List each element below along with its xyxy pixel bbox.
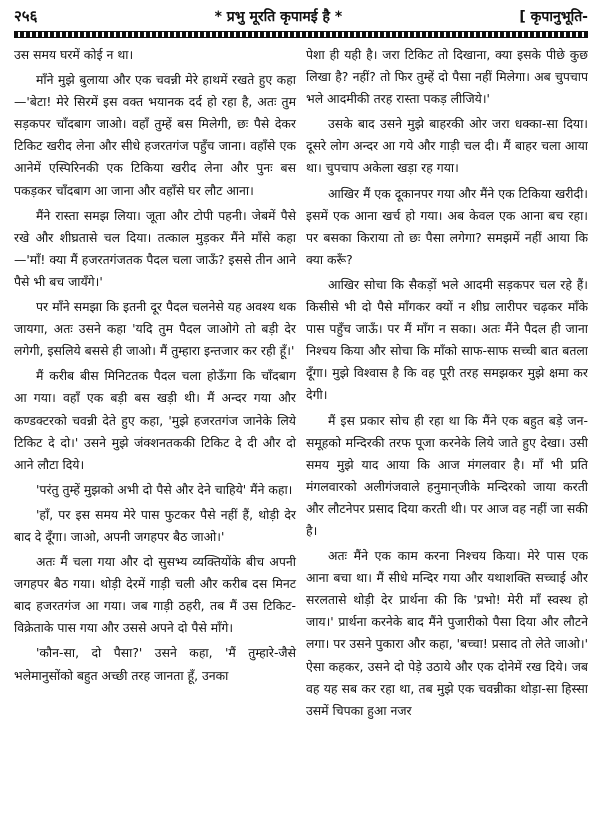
paragraph: आखिर सोचा कि सैकड़ों भले आदमी सड़कपर चल रहे हैं। किसीसे भी दो पैसे माँगकर क्यों न शीघ्र लारीपर चढ़कर माँके पास पहुँच जाऊँ। पर मैं माँग न सका। अतः मैंने पैदल ही जाना निश्चय किया और सोचा कि माँको साफ-साफ सच्ची बात बतला दूँगा। मुझे विश्वास है कि वह पूरी तरह समझकर मुझे क्षमा कर देगी। <box>306 276 588 403</box>
paragraph: उसके बाद उसने मुझे बाहरकी ओर जरा धक्का-सा दिया। दूसरे लोग अन्दर आ गये और गाड़ी चल दी। मैं बाहर चला आया था। चुपचाप अकेला खड़ा रह गया। <box>306 116 588 176</box>
text-columns <box>14 44 588 834</box>
paragraph: 'हाँ, पर इस समय मेरे पास फुटकर पैसे नहीं हैं, थोड़ी देर बाद दे दूँगा। जाओ, अपनी जगहपर बैठ जाओ।' <box>14 506 296 544</box>
running-title: * प्रभु मूरति कृपामई है * <box>214 9 343 25</box>
header-rule <box>14 31 588 38</box>
paragraph: उस समय घरमें कोई न था। <box>14 47 134 62</box>
paragraph: अतः मैं चला गया और दो सुसभ्य व्यक्तियोंके बीच अपनी जगहपर बैठ गया। थोड़ी देरमें गाड़ी चली और करीब दस मिनट बाद हजरतगंज आ गया। जब गाड़ी ठहरी, तब मैं उस टिकिट-विक्रेताके पास गया और उससे अपने दो पैसे माँगे। <box>14 554 296 636</box>
paragraph: 'परंतु तुम्हें मुझको अभी दो पैसे और देने चाहिये' मैंने कहा। <box>36 481 293 497</box>
paragraph: अतः मैंने एक काम करना निश्चय किया। मेरे पास एक आना बचा था। मैं सीधे मन्दिर गया और यथाशक्ति सच्चाई और सरलतासे थोड़ी देर प्रार्थना की कि 'प्रभो! मेरी माँ स्वस्थ हो जाय।' प्रार्थना करनेके बाद मैंने पुजारीको पैसा दिया और लौटने लगा। पर उसने पुकारा और कहा, 'बच्चा! प्रसाद तो लेते जाओ।' ऐसा कहकर, उसने दो पेड़े उठाये और एक दोनेमें रख दिये। जब वह यह सब कर रहा था, तब मुझे एक चवन्नीका थोड़ा-सा हिस्सा उसमें चिपका हुआ नजर <box>306 548 588 718</box>
paragraph: पेशा ही यही है। जरा टिकिट तो दिखाना, क्या इसके पीछे कुछ लिखा है? नहीं? तो फिर तुम्हें दो पैसा नहीं मिलेगा। अब चुपचाप भले आदमीकी तरह रास्ता पकड़ लीजिये।' <box>306 47 588 107</box>
paragraph: पर माँने समझा कि इतनी दूर पैदल चलनेसे यह अवश्य थक जायगा, अतः उसने कहा 'यदि तुम पैदल जाओगे तो बड़ी देर लगेगी, इसलिये बससे ही जाओ। मैं तुम्हारा इन्तजार कर रही हूँ।' <box>14 299 296 359</box>
page-header <box>14 6 588 28</box>
paragraph: आखिर मैं एक दूकानपर गया और मैंने एक टिकिया खरीदी। इसमें एक आना खर्च हो गया। अब केवल एक आना बच रहा। पर बसका किराया तो छः पैसा लगेगा? समझमें नहीं आया कि क्या करूँ? <box>306 185 588 267</box>
paragraph: माँने मुझे बुलाया और एक चवन्नी मेरे हाथमें रखते हुए कहा—'बेटा! मेरे सिरमें इस वक्त भयानक दर्द हो रहा है, अतः तुम सड़कपर चाँदबाग जाओ। वहाँ तुम्हें बस मिलेगी, छः पैसे देकर टिकिट खरीद लेना और सीधे हजरतगंज पहुँच जाना। वहाँसे एक आनेमें एस्पिरिनकी एक टिकिया खरीद लेना और पुनः बस पकड़कर चाँदबाग आ जाना और वहाँसे घर लौट आना। <box>14 72 296 198</box>
paragraph: मैंने रास्ता समझ लिया। जूता और टोपी पहनी। जेबमें पैसे रखे और शीघ्रतासे चल दिया। तत्काल मुड़कर मैंने माँसे कहा—'माँ! क्या मैं हजरतगंजतक पैदल चला जाऊँ? इससे तीन आने पैसे भी बच जायँगे।' <box>14 207 296 289</box>
right-column <box>306 44 588 834</box>
page-number: २५६ <box>14 7 38 25</box>
left-column <box>14 44 296 834</box>
paragraph: मैं करीब बीस मिनिटतक पैदल चला होऊँगा कि चाँदबाग आ गया। वहाँ एक बड़ी बस खड़ी थी। मैं अन्दर गया और कण्डक्टरको चवन्नी देते हुए कहा, 'मुझे हजरतगंज जानेके लिये टिकिट दे दो।' उसने मुझे जंक्शनतककी टिकिट दे दी और दो आने लौटा दिये। <box>14 368 296 472</box>
paragraph: मैं इस प्रकार सोच ही रहा था कि मैंने एक बहुत बड़े जन-समूहको मन्दिरकी तरफ पूजा करनेके लिये जाते हुए देखा। उसी समय मुझे याद आया कि आज मंगलवार है। माँ भी प्रति मंगलवारको अलीगंजवाले हनुमान्‌जीके मन्दिरको जाया करती और लौटनेपर प्रसाद दिया करती थी। पर आज वह नहीं जा सकी है। <box>306 412 588 538</box>
paragraph: 'कौन-सा, दो पैसा?' उसने कहा, 'मैं तुम्हारे-जैसे भलेमानुसोंको बहुत अच्छी तरह जानता हूँ, उनका <box>14 645 296 683</box>
section-title: [ कृपानुभूति- <box>519 9 588 25</box>
